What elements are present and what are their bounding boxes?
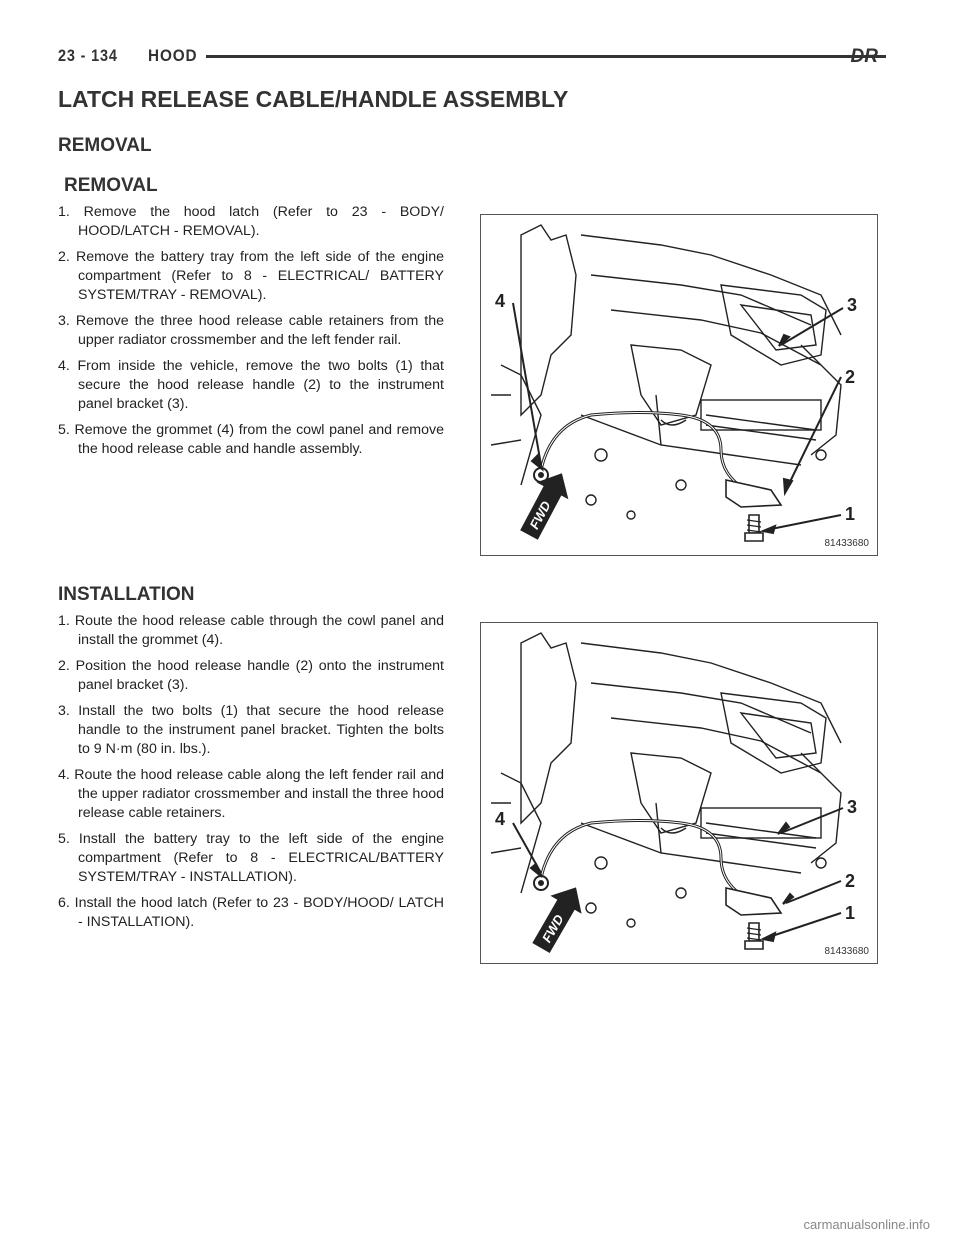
removal-heading: REMOVAL bbox=[58, 135, 152, 156]
callout-2: 2 bbox=[845, 871, 856, 891]
header-rule bbox=[206, 55, 886, 58]
removal-step: 4. From inside the vehicle, remove the two bolts (1) that secure the hood release handle (2) to the instrument panel bracket (3). bbox=[58, 358, 444, 412]
callout-4: 4 bbox=[495, 809, 506, 829]
removal-step: 3. Remove the three hood release cable retainers from the upper radiator crossmember and the left fender rail. bbox=[58, 313, 444, 348]
page-header bbox=[58, 46, 878, 70]
callout-2: 2 bbox=[845, 367, 856, 387]
page-number: 23 - 134 bbox=[58, 46, 118, 65]
installation-step: 5. Install the battery tray to the left side of the engine compartment (Refer to 8 - ELECTRICAL/BATTERY SYSTEM/TRAY - INSTALLATION). bbox=[58, 831, 444, 885]
installation-step: 4. Route the hood release cable along the left fender rail and the upper radiator crossmember and install the three hood release cable retainers. bbox=[58, 767, 444, 821]
removal-subheading: REMOVAL bbox=[64, 175, 158, 196]
callout-1: 1 bbox=[845, 903, 856, 923]
installation-steps bbox=[58, 612, 444, 939]
removal-step: 2. Remove the battery tray from the left side of the engine compartment (Refer to 8 - ELECTRICAL/ BATTERY SYSTEM/TRAY - REMOVAL). bbox=[58, 249, 444, 303]
installation-step: 3. Install the two bolts (1) that secure the hood release handle to the instrument panel bracket. Tighten the bolts to 9 N·m (80 in. lbs.). bbox=[58, 703, 444, 757]
removal-step: 5. Remove the grommet (4) from the cowl panel and remove the hood release cable and handle assembly. bbox=[58, 422, 444, 457]
model-code: DR bbox=[850, 46, 878, 67]
installation-step: 6. Install the hood latch (Refer to 23 - BODY/HOOD/ LATCH - INSTALLATION). bbox=[58, 895, 444, 930]
callout-3: 3 bbox=[847, 797, 858, 817]
figure-id: 81433680 bbox=[824, 538, 869, 549]
hood-release-illustration bbox=[481, 215, 877, 555]
callout-3: 3 bbox=[847, 295, 858, 315]
page-title: LATCH RELEASE CABLE/HANDLE ASSEMBLY bbox=[58, 86, 569, 112]
callout-1: 1 bbox=[845, 504, 856, 524]
callout-4: 4 bbox=[495, 291, 506, 311]
installation-figure bbox=[480, 622, 878, 964]
figure-id: 81433680 bbox=[824, 946, 869, 957]
fwd-arrow-icon bbox=[525, 878, 591, 957]
removal-step: 1. Remove the hood latch (Refer to 23 - BODY/ HOOD/LATCH - REMOVAL). bbox=[58, 204, 444, 239]
section-name: HOOD bbox=[148, 46, 198, 65]
svg-text:FWD: FWD bbox=[538, 911, 567, 946]
watermark-footer: carmanualsonline.info bbox=[803, 1217, 930, 1232]
svg-text:FWD: FWD bbox=[526, 498, 554, 532]
removal-steps bbox=[58, 203, 444, 466]
installation-step: 1. Route the hood release cable through the cowl panel and install the grommet (4). bbox=[58, 613, 444, 648]
hood-release-illustration bbox=[481, 623, 877, 963]
installation-heading: INSTALLATION bbox=[58, 584, 195, 605]
installation-step: 2. Position the hood release handle (2) onto the instrument panel bracket (3). bbox=[58, 658, 444, 693]
removal-figure bbox=[480, 214, 878, 556]
